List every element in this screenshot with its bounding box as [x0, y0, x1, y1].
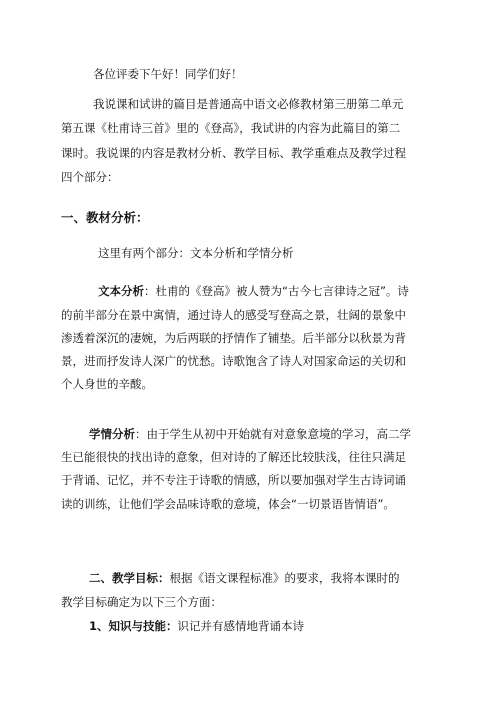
section-heading-teaching-goals: 二、教学目标： — [89, 571, 170, 585]
student-analysis-line: 于背诵、记忆，并不专注于诗歌的情感，所以要加强对学生古诗词诵 — [61, 473, 406, 487]
student-analysis-line: 学情分析：由于学生从初中开始就有对意象意境的学习，高二学 — [89, 427, 411, 441]
section-heading-teaching-material: 一、教材分析： — [61, 210, 149, 225]
teaching-goals-line: 二、教学目标：根据《语文课程标准》的要求，我将本课时的 — [89, 571, 400, 585]
teaching-goals-line: 教学目标确定为以下三个方面： — [61, 595, 222, 609]
student-analysis-line: 生已能很快的找出诗的意象，但对诗的了解还比较肤浅，往往只满足 — [61, 450, 406, 464]
goal-knowledge-skills: 1、知识与技能：识记并有感情地背诵本诗 — [89, 619, 305, 633]
intro-line: 我说课和试讲的篇目是普通高中语文必修教材第三册第二单元 — [93, 97, 404, 111]
text-analysis-label: 文本分析 — [98, 284, 144, 298]
intro-line: 课时。我说课的内容是教材分析、教学目标、教学重难点及教学过程 — [61, 146, 406, 160]
student-analysis-line: 读的训练，让他们学会品味诗歌的意境，体会“一切景语皆情语”。 — [61, 497, 395, 511]
goal-label: 1、知识与技能： — [89, 619, 178, 633]
text-analysis-line: 渗透着深沉的凄婉，为后两联的抒情作了铺垫。后半部分以秋景为背 — [61, 331, 406, 345]
text-analysis-line: 个人身世的辛酸。 — [61, 377, 153, 391]
text-analysis-line: 的前半部分在景中寓情，通过诗人的感受写登高之景，壮阔的景象中 — [61, 308, 406, 322]
student-analysis-label: 学情分析 — [89, 427, 135, 441]
intro-line: 第五课《杜甫诗三首》里的《登高》，我试讲的内容为此篇目的第二 — [61, 121, 401, 135]
section-summary: 这里有两个部分：文本分析和学情分析 — [98, 246, 294, 260]
text-analysis-line: 景，进而抒发诗人深广的忧愁。诗歌饱含了诗人对国家命运的关切和 — [61, 354, 406, 368]
greeting: 各位评委下午好！同学们好！ — [93, 67, 243, 81]
intro-line: 四个部分： — [61, 170, 119, 184]
text-analysis-line: 文本分析：杜甫的《登高》被人赞为“古今七言律诗之冠”。诗 — [98, 284, 409, 298]
